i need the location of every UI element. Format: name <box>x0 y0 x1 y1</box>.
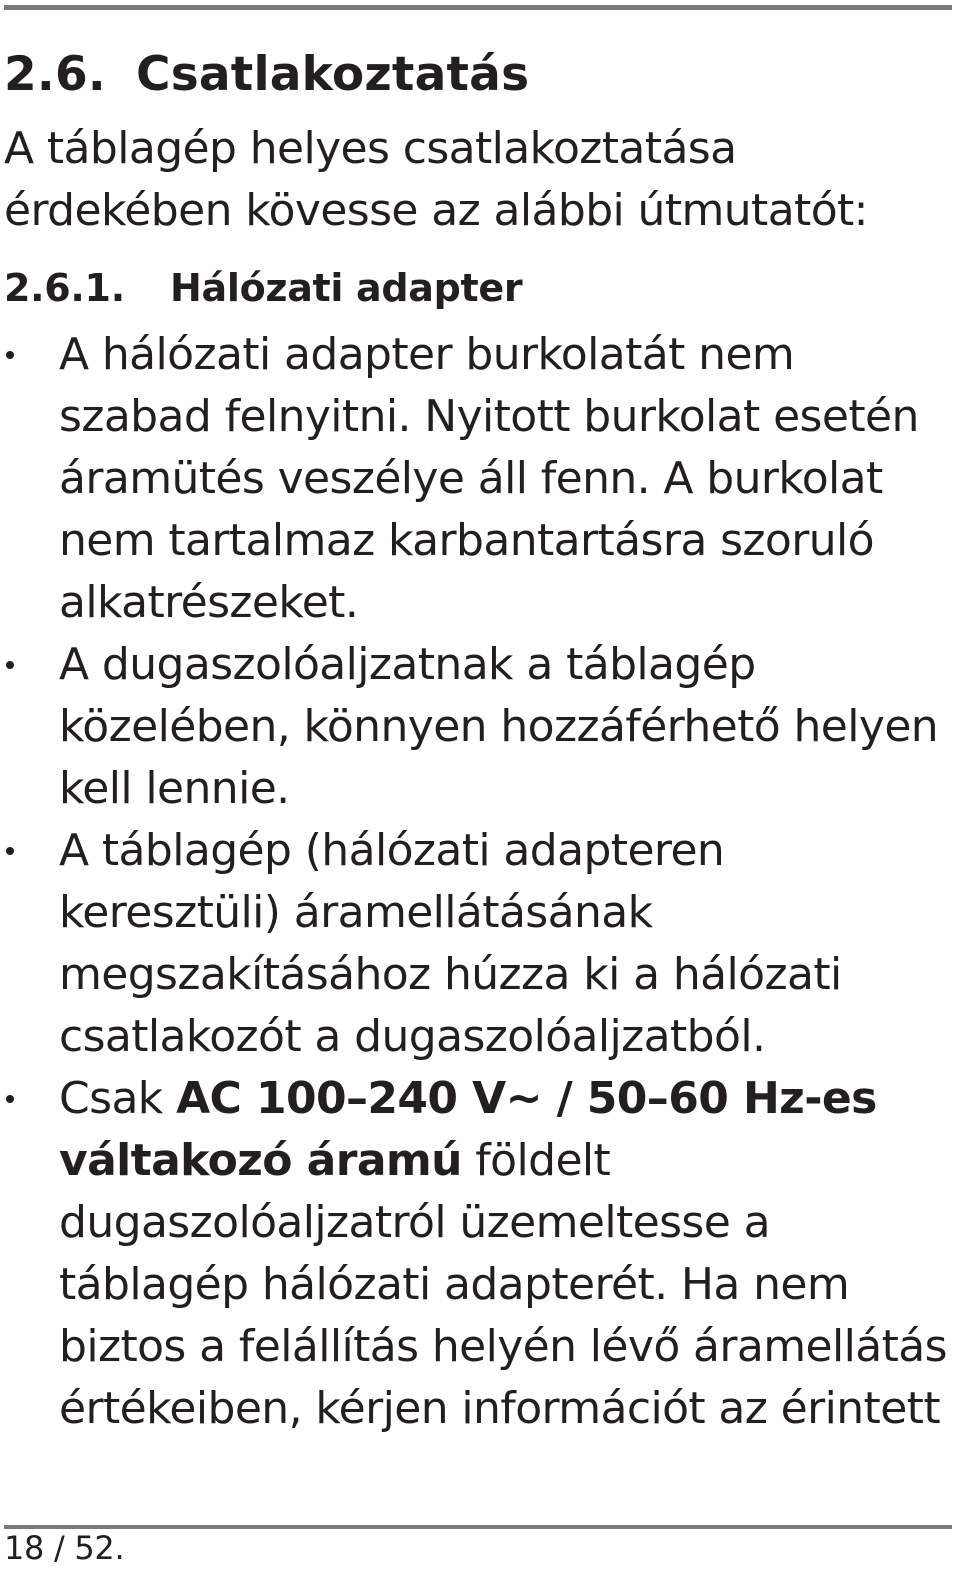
list-item-suffix: földelt dugaszolóaljzatról üzemeltesse a táblagép hálózati adapterét. Ha nem biztos a felállítás helyén lévő áramellátás értékeiben, kérjen információt az érintett <box>59 1135 947 1434</box>
subsection-heading <box>4 262 952 314</box>
document-page <box>4 44 952 1440</box>
list-item <box>4 324 952 634</box>
section-number: 2.6. <box>4 47 106 102</box>
intro-paragraph: A táblagép helyes csatlakoztatása érdekében kövesse az alábbi útmutatót: <box>4 123 868 236</box>
list-item-prefix: Csak <box>59 1073 177 1124</box>
bullet-icon <box>6 351 14 359</box>
page-number: 18 / 52. <box>4 1529 125 1567</box>
top-divider <box>4 5 952 10</box>
bullet-list <box>4 324 952 1440</box>
bullet-icon <box>6 661 14 669</box>
bottom-divider <box>4 1525 952 1529</box>
list-item-text: A dugaszolóaljzatnak a táblagép közelében, könnyen hozzáférhető helyen kell lennie. <box>59 639 939 814</box>
list-item-text: A hálózati adapter burkolatát nem szabad felnyitni. Nyitott burkolat esetén áramütés veszélye áll fenn. A burkolat nem tartalmaz karbantartásra szoruló alkatrészeket. <box>59 329 919 628</box>
bullet-icon <box>6 1095 14 1103</box>
list-item-bold-spec: AC 100–240 V~ / 50–60 Hz-es váltakozó áramú <box>59 1073 877 1186</box>
subsection-title: Hálózati adapter <box>170 266 523 310</box>
list-item <box>4 820 952 1068</box>
bullet-icon <box>6 847 14 855</box>
list-item <box>4 1068 952 1440</box>
list-item-text: A táblagép (hálózati adapteren keresztüli) áramellátásának megszakításához húzza ki a hálózati csatlakozót a dugaszolóaljzatból. <box>59 825 842 1062</box>
list-item <box>4 634 952 820</box>
subsection-number: 2.6.1. <box>4 266 125 310</box>
section-heading <box>4 44 952 106</box>
section-title: Csatlakoztatás <box>136 47 530 102</box>
